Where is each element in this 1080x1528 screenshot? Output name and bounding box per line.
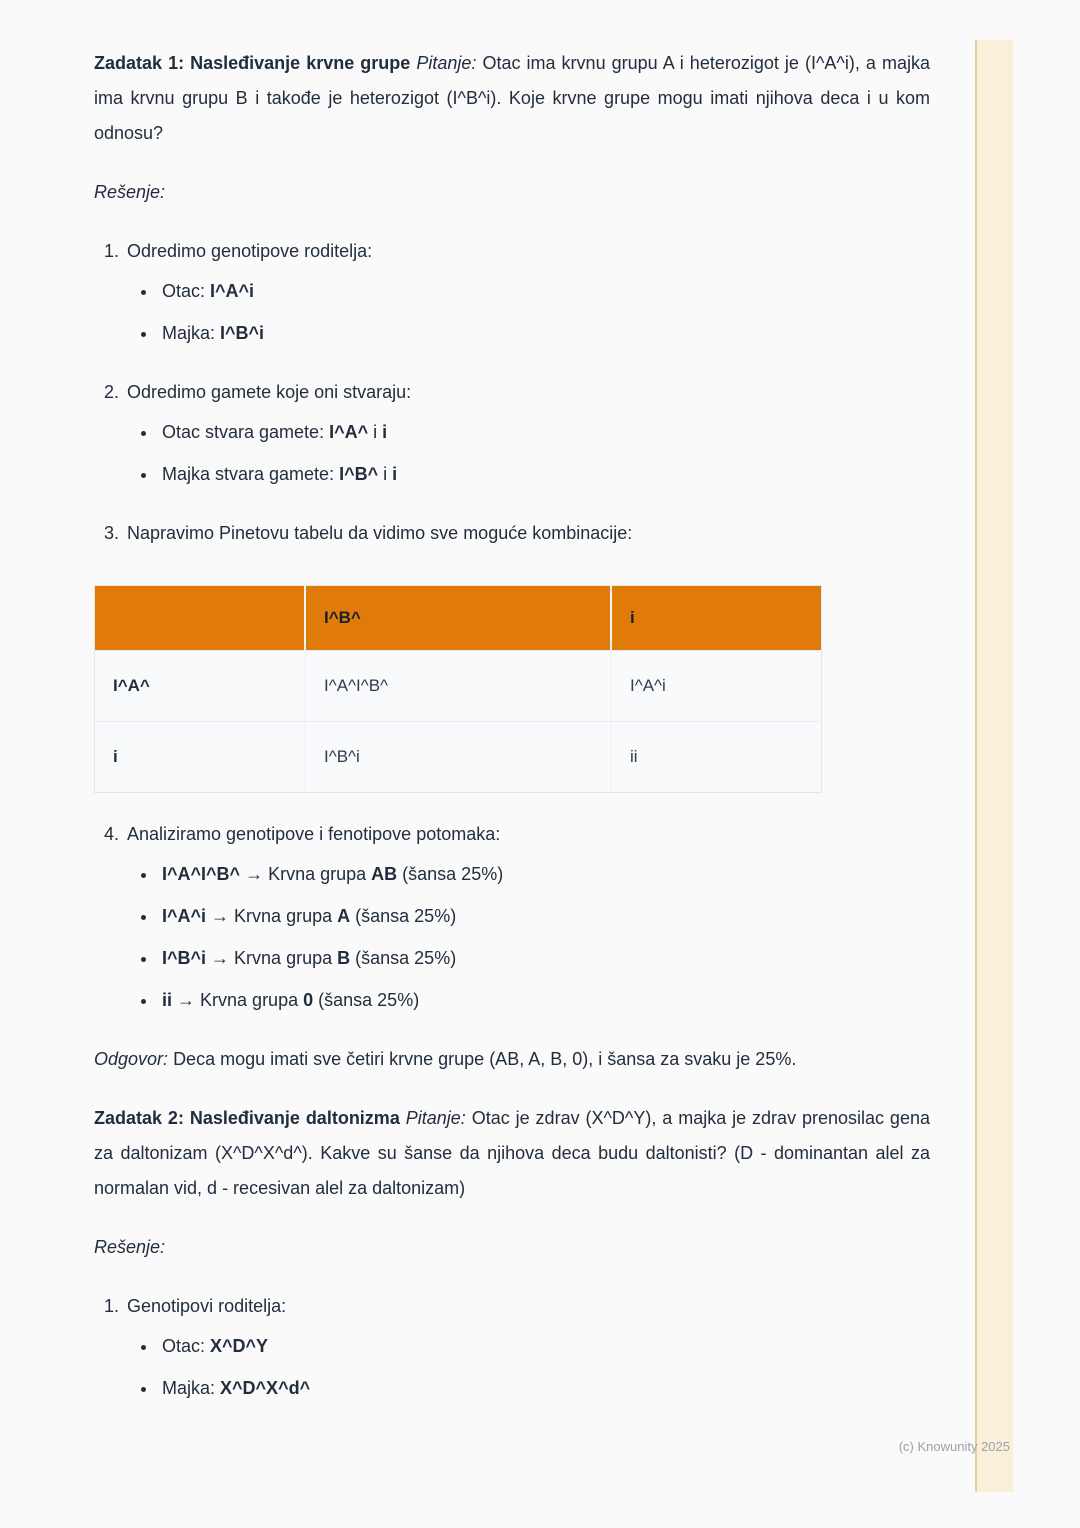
- task1-title: Zadatak 1: Nasleđivanje krvne grupe: [94, 53, 411, 73]
- task1-question-text: Otac ima krvnu grupu A i heterozigot je (I^A^i), a majka ima krvnu grupu B i takođe je heterozigot (I^B^i). Koje krvne grupe mogu imati njihova deca i u kom odnosu?: [94, 53, 930, 143]
- genotype-value: X^D^X^d^: [220, 1378, 311, 1398]
- blood-group-value: B: [337, 948, 351, 968]
- bullet-connector: i: [383, 464, 388, 484]
- genotype-value: ii: [162, 990, 173, 1010]
- bullet-list: [158, 274, 930, 351]
- blood-group-value: AB: [371, 864, 398, 884]
- task2-question-text: Otac je zdrav (X^D^Y), a majka je zdrav prenosilac gena za daltonizam (X^D^X^d^). Kakve su šanse da njihova deca budu daltonisti? (D - dominantan alel za normalan vid, d - recesivan alel za daltonizam): [94, 1108, 930, 1198]
- result-text: → Krvna grupa: [245, 864, 367, 884]
- chance-text: (šansa 25%): [402, 864, 504, 884]
- genotype-value: I^B^i: [162, 948, 207, 968]
- task2-step-1: [94, 1289, 930, 1406]
- bullet-label: Majka:: [162, 1378, 216, 1398]
- step-text: Odredimo genotipove roditelja:: [127, 241, 373, 261]
- gamete-value: I^B^: [339, 464, 379, 484]
- bullet-item: [158, 941, 930, 976]
- bullet-label: Otac:: [162, 1336, 206, 1356]
- step-text: Napravimo Pinetovu tabelu da vidimo sve moguće kombinacije:: [127, 523, 633, 543]
- chance-text: (šansa 25%): [318, 990, 420, 1010]
- punnett-table-body: [95, 650, 821, 792]
- blood-group-value: A: [337, 906, 351, 926]
- answer-label: Odgovor:: [94, 1049, 169, 1069]
- genotype-value: X^D^Y: [210, 1336, 269, 1356]
- punnett-table: [94, 585, 822, 793]
- task1-step-1: [94, 234, 930, 351]
- task1-steps: [94, 234, 930, 1018]
- bullet-item: [158, 274, 930, 309]
- table-cell: I^B^i: [306, 721, 612, 792]
- bullet-label: Otac stvara gamete:: [162, 422, 325, 442]
- result-text: → Krvna grupa: [211, 906, 333, 926]
- punnett-table-header: [95, 586, 821, 650]
- blood-group-value: 0: [303, 990, 314, 1010]
- task2-intro-paragraph: [94, 1101, 930, 1206]
- table-row: [95, 721, 821, 792]
- answer-text: Deca mogu imati sve četiri krvne grupe (AB, A, B, 0), i šansa za svaku je 25%.: [173, 1049, 797, 1069]
- table-row-header-cell: I^A^: [95, 650, 306, 721]
- step-heading: [94, 375, 930, 410]
- bullet-item: [158, 1371, 930, 1406]
- step-number: 1.: [104, 1296, 120, 1316]
- gamete-value: I^A^: [329, 422, 369, 442]
- step-text: Analiziramo genotipove i fenotipove potomaka:: [127, 824, 501, 844]
- step-number: 3.: [104, 523, 120, 543]
- table-header-cell: I^B^: [306, 586, 612, 650]
- document-content: [94, 46, 930, 1430]
- step-heading: [94, 1289, 930, 1324]
- table-cell: I^A^I^B^: [306, 650, 612, 721]
- step-heading: [94, 516, 930, 551]
- bullet-label: Otac:: [162, 281, 206, 301]
- chance-text: (šansa 25%): [355, 948, 457, 968]
- task1-step-2: [94, 375, 930, 492]
- bullet-label: Majka:: [162, 323, 216, 343]
- bullet-item: [158, 899, 930, 934]
- task2-question-label: Pitanje:: [405, 1108, 466, 1128]
- bullet-item: [158, 415, 930, 450]
- footer-credit: (c) Knowunity 2025: [898, 1439, 1010, 1454]
- task1-intro-paragraph: [94, 46, 930, 151]
- bullet-item: [158, 457, 930, 492]
- bullet-list: [158, 1329, 930, 1406]
- step-number: 2.: [104, 382, 120, 402]
- table-header-row: [95, 586, 821, 650]
- gamete-value: i: [392, 464, 398, 484]
- task1-question-label: Pitanje:: [416, 53, 477, 73]
- table-cell: I^A^i: [612, 650, 821, 721]
- task1-step-4: [94, 817, 930, 1018]
- genotype-value: I^A^i: [210, 281, 255, 301]
- step-heading: [94, 817, 930, 852]
- task2-solution-label: Rešenje:: [94, 1237, 166, 1257]
- task1-answer-paragraph: [94, 1042, 930, 1077]
- bullet-item: [158, 316, 930, 351]
- table-header-cell: i: [612, 586, 821, 650]
- step-number: 1.: [104, 241, 120, 261]
- gamete-value: i: [382, 422, 388, 442]
- bullet-label: Majka stvara gamete:: [162, 464, 335, 484]
- chance-text: (šansa 25%): [355, 906, 457, 926]
- result-text: → Krvna grupa: [211, 948, 333, 968]
- result-text: → Krvna grupa: [177, 990, 299, 1010]
- step-heading: [94, 234, 930, 269]
- bullet-connector: i: [373, 422, 378, 442]
- task2-steps: [94, 1289, 930, 1406]
- step-text: Genotipovi roditelja:: [127, 1296, 287, 1316]
- table-cell: ii: [612, 721, 821, 792]
- table-row-header-cell: i: [95, 721, 306, 792]
- genotype-value: I^A^I^B^: [162, 864, 241, 884]
- bullet-list: [158, 415, 930, 492]
- genotype-value: I^A^i: [162, 906, 207, 926]
- genotype-value: I^B^i: [220, 323, 265, 343]
- task2-title: Zadatak 2: Nasleđivanje daltonizma: [94, 1108, 400, 1128]
- task1-solution-label: Rešenje:: [94, 182, 166, 202]
- bullet-item: [158, 1329, 930, 1364]
- table-header-cell: [95, 586, 306, 650]
- bullet-item: [158, 983, 930, 1018]
- notebook-margin-stripe: [975, 40, 1013, 1492]
- step-number: 4.: [104, 824, 120, 844]
- bullet-list: [158, 857, 930, 1018]
- bullet-item: [158, 857, 930, 892]
- table-row: [95, 650, 821, 721]
- task1-step-3: [94, 516, 930, 793]
- step-text: Odredimo gamete koje oni stvaraju:: [127, 382, 412, 402]
